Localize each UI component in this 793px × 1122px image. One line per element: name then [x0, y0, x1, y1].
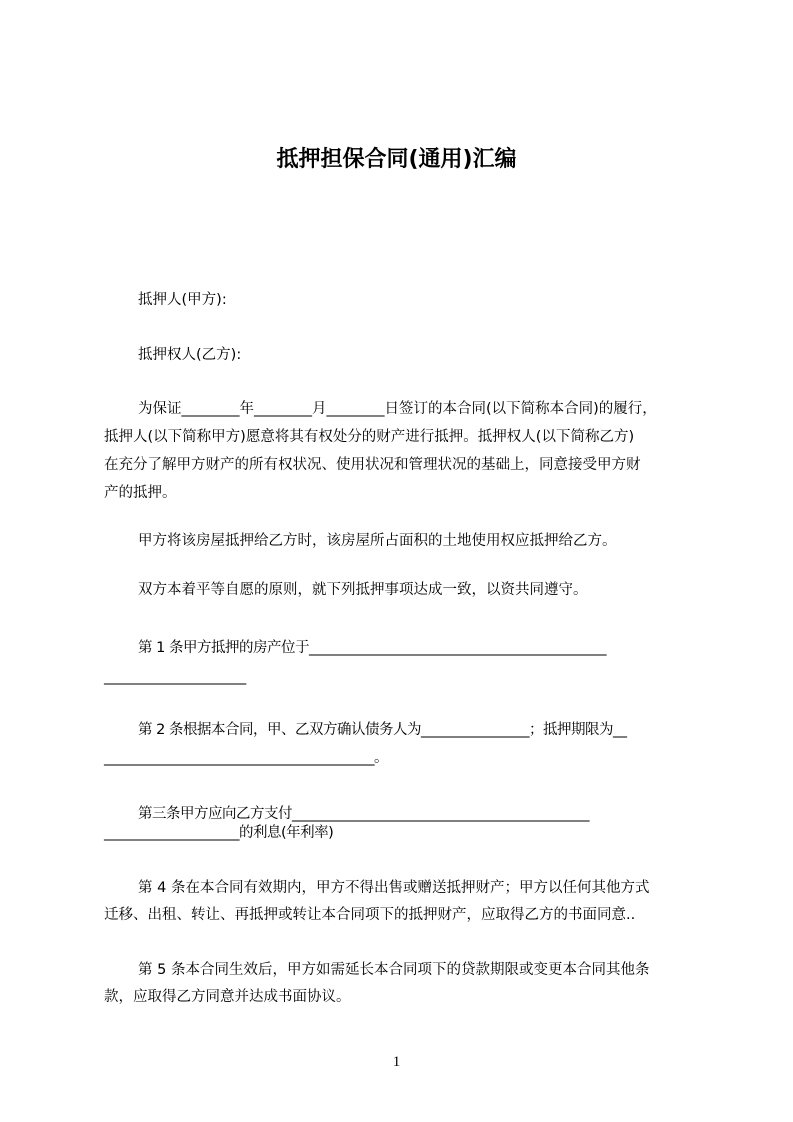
preamble-line: 产的抵押。 [104, 485, 177, 501]
article-5-line: 款，应取得乙方同意并达成书面协议。 [104, 989, 351, 1005]
document-title: 抵押担保合同(通用)汇编 [276, 147, 517, 172]
article-1-line: _____________________ [104, 669, 246, 685]
article-2-line: ________________________________________。 [104, 750, 388, 766]
article-2-line: 第 2 条根据本合同，甲、乙双方确认债务人为________________；抵押期限为__ [138, 722, 627, 738]
preamble-line: 在充分了解甲方财产的所有权状况、使用状况和管理状况的基础上，同意接受甲方财 [104, 457, 641, 473]
page-number: 1 [392, 1054, 401, 1070]
preamble-line: 抵押人(以下简称甲方)愿意将其有权处分的财产进行抵押。抵押权人(以下简称乙方) [104, 429, 635, 445]
mortgagor-line: 抵押人(甲方): [138, 292, 227, 308]
article-5-line: 第 5 条本合同生效后，甲方如需延长本合同项下的贷款期限或变更本合同其他条 [138, 962, 650, 978]
article-4-line: 迁移、出租、转让、再抵押或转让本合同项下的抵押财产，应取得乙方的书面同意.. [104, 907, 636, 923]
mortgagee-line: 抵押权人(乙方): [138, 347, 242, 363]
article-4-line: 第 4 条在本合同有效期内，甲方不得出售或赠送抵押财产；甲方以任何其他方式 [138, 880, 650, 896]
article-3-line: 第三条甲方应向乙方支付____________________________________________ [138, 806, 589, 822]
land-use-paragraph: 甲方将该房屋抵押给乙方时，该房屋所占面积的土地使用权应抵押给乙方。 [138, 533, 617, 549]
article-1-line: 第 1 条甲方抵押的房产位于____________________________________________ [138, 640, 606, 656]
agreement-paragraph: 双方本着平等自愿的原则，就下列抵押事项达成一致，以资共同遵守。 [138, 582, 588, 598]
article-3-line: ____________________的利息(年利率) [104, 825, 334, 841]
preamble-line: 为保证________年________月________日签订的本合同(以下简称本合同)的履行， [138, 401, 657, 417]
